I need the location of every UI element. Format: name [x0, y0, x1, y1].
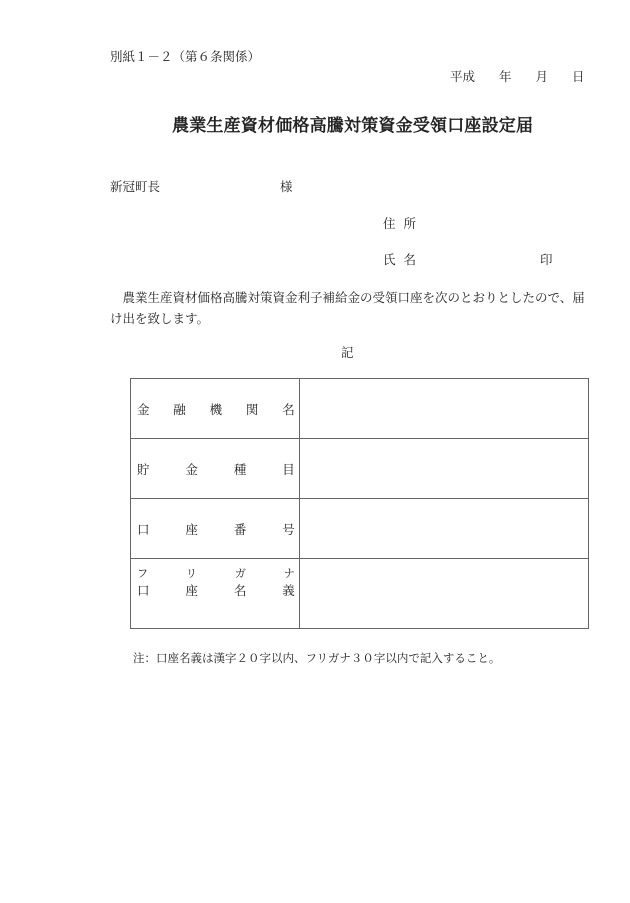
date-era: 平成	[450, 69, 476, 84]
deposit-type-field[interactable]	[299, 439, 588, 499]
date-day: 日	[572, 69, 585, 84]
table-row	[131, 499, 589, 559]
date-month: 月	[535, 69, 549, 84]
note-text: 注：口座名義は漢字２０字以内、フリガナ３０字以内で記入すること。	[133, 651, 501, 665]
seal-label: 印	[540, 252, 553, 267]
date-line	[450, 67, 585, 85]
date-year: 年	[499, 69, 512, 84]
address-label: 住 所	[383, 216, 417, 231]
deposit-type-label: 貯 金 種 目	[131, 439, 300, 499]
account-number-label: 口 座 番 号	[131, 499, 300, 559]
table-row	[131, 379, 589, 439]
account-holder-field[interactable]	[299, 559, 588, 629]
annex-label: 別紙１－２（第６条関係）	[110, 49, 261, 64]
document-title: 農業生産資材価格高騰対策資金受領口座設定届	[172, 116, 534, 136]
addressee-honorific: 様	[280, 179, 293, 194]
bank-account-table	[130, 378, 589, 629]
account-number-field[interactable]	[299, 499, 588, 559]
financial-institution-field[interactable]	[299, 379, 588, 439]
ki-label: 記	[341, 345, 354, 360]
table-row	[131, 559, 589, 629]
name-label: 氏 名	[383, 252, 417, 267]
account-holder-label: フ リ ガ ナ 口 座 名 義	[131, 559, 300, 629]
addressee-name: 新冠町長	[110, 179, 161, 194]
table-row	[131, 439, 589, 499]
body-paragraph: 農業生産資材価格高騰対策資金利子補給金の受領口座を次のとおりとしたので、届け出を致します。	[110, 290, 585, 326]
financial-institution-label: 金 融 機 関 名	[131, 379, 300, 439]
